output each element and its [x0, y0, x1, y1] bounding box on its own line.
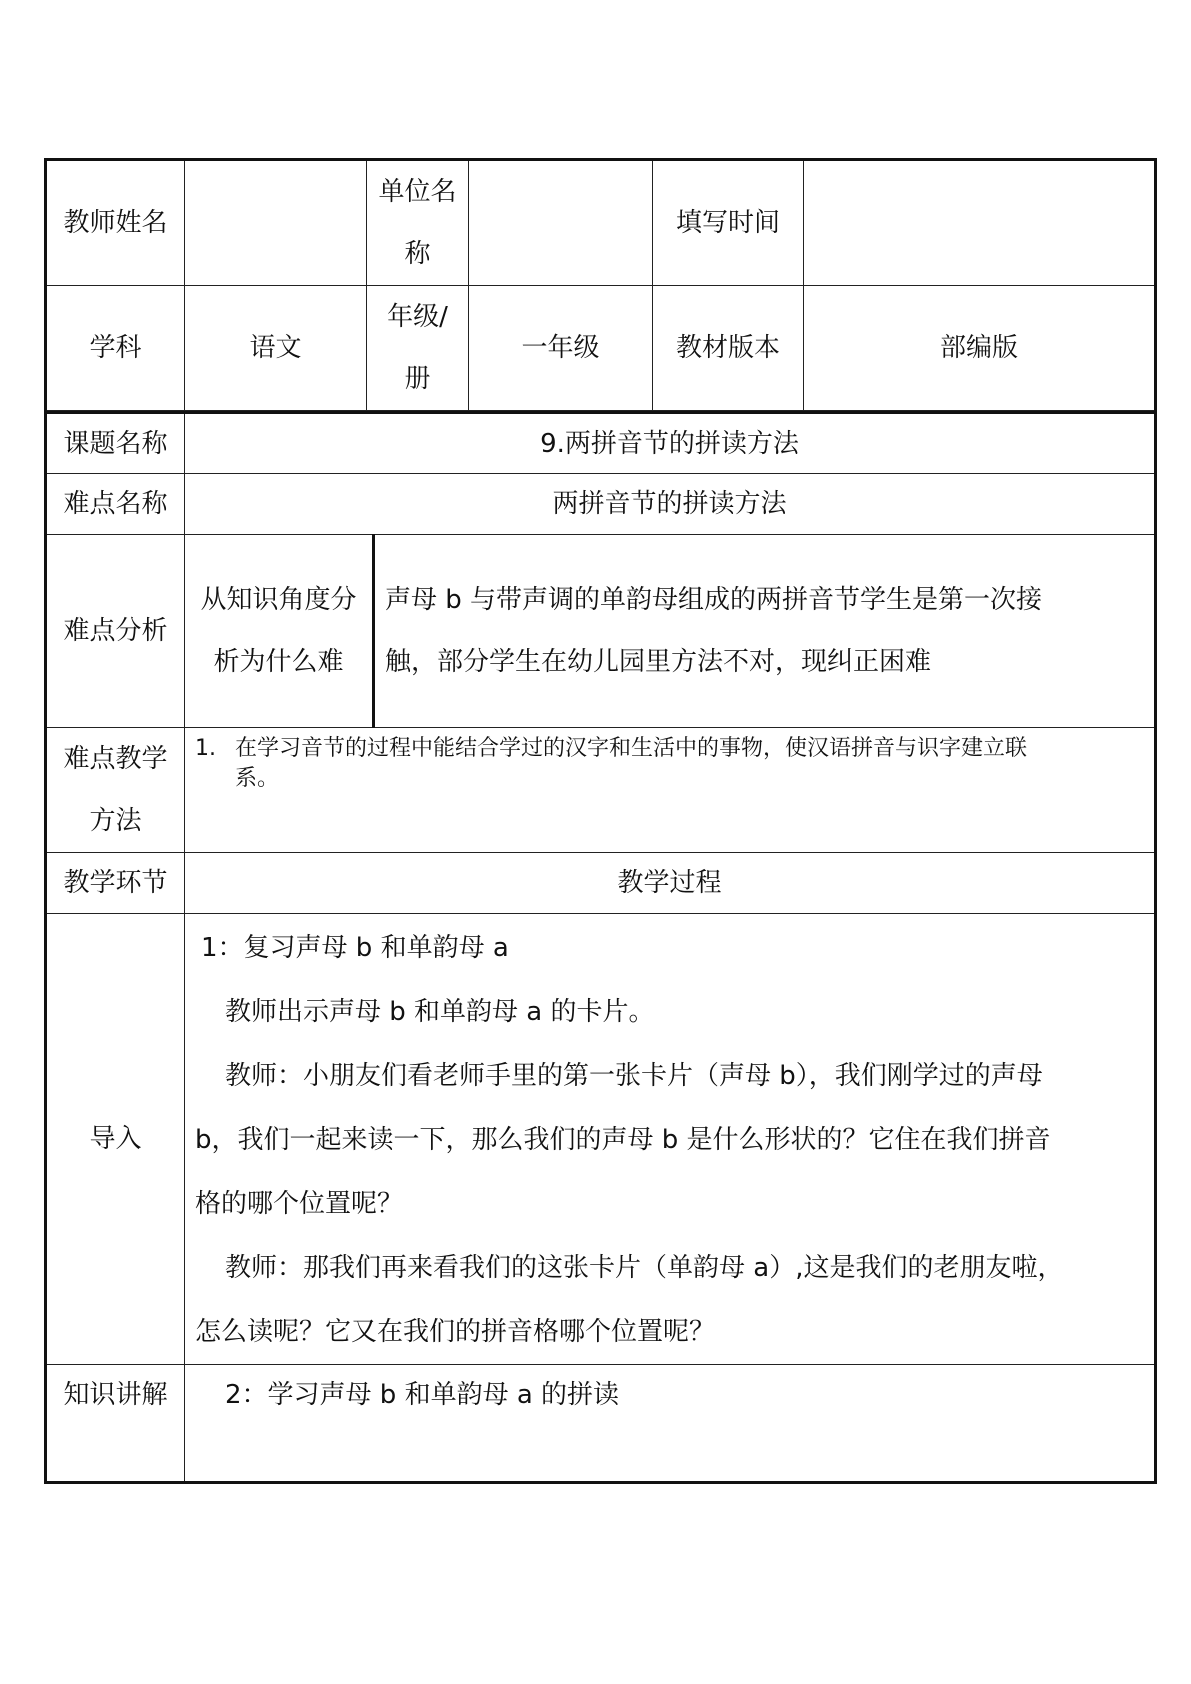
- intro-line: 教师出示声母 b 和单韵母 a 的卡片。: [225, 997, 655, 1027]
- grade-label-line-2: 册: [404, 364, 431, 394]
- method-label-line-2: 方法: [89, 806, 142, 836]
- analysis-sub-label: [185, 535, 374, 728]
- intro-line: b，我们一起来读一下，那么我们的声母 b 是什么形状的？它住在我们拼音: [195, 1125, 1051, 1155]
- unit-name-label-line-1: 单位名: [378, 177, 457, 207]
- process-header-label: 教学环节: [46, 853, 185, 914]
- analysis-text-line-1: 声母 b 与带声调的单韵母组成的两拼音节学生是第一次接: [385, 585, 1043, 615]
- method-label: [46, 728, 185, 853]
- fill-date-value[interactable]: [804, 160, 1156, 286]
- intro-line: 教师：小朋友们看老师手里的第一张卡片（声母 b），我们刚学过的声母: [225, 1061, 1043, 1091]
- method-content: [185, 728, 1156, 853]
- intro-content: [185, 914, 1156, 1365]
- intro-line: 1：复习声母 b 和单韵母 a: [201, 933, 509, 963]
- intro-line: 格的哪个位置呢？: [195, 1189, 404, 1219]
- edition-value: 部编版: [804, 286, 1156, 411]
- teacher-name-value[interactable]: [185, 160, 367, 286]
- knowledge-content: [185, 1365, 1156, 1483]
- grade-value: 一年级: [469, 286, 653, 411]
- topic-value: 9.两拼音节的拼读方法: [185, 413, 1156, 474]
- analysis-sub-label-line-1: 从知识角度分: [200, 585, 357, 615]
- edition-label: 教材版本: [653, 286, 804, 411]
- method-item-text-line-2: 系。: [235, 766, 280, 791]
- unit-name-label: [367, 160, 469, 286]
- analysis-label: 难点分析: [46, 535, 185, 728]
- teacher-name-label: 教师姓名: [46, 160, 185, 286]
- lesson-plan-sheet: [44, 158, 1154, 1484]
- info-table: [44, 158, 1157, 411]
- grade-label: [367, 286, 469, 411]
- grade-label-line-1: 年级/: [387, 302, 448, 332]
- knowledge-label: 知识讲解: [46, 1365, 185, 1483]
- analysis-sub-label-line-2: 析为什么难: [213, 647, 344, 677]
- topic-label: 课题名称: [46, 413, 185, 474]
- fill-date-label: 填写时间: [653, 160, 804, 286]
- unit-name-value[interactable]: [469, 160, 653, 286]
- subject-value: 语文: [185, 286, 367, 411]
- intro-line: 怎么读呢？它又在我们的拼音格哪个位置呢？: [195, 1317, 716, 1347]
- process-header-value: 教学过程: [185, 853, 1156, 914]
- intro-label: 导入: [46, 914, 185, 1365]
- method-item: [195, 734, 1148, 764]
- method-item-number: 1.: [195, 736, 216, 761]
- body-table: [44, 411, 1157, 1484]
- analysis-text: [374, 535, 1156, 728]
- subject-label: 学科: [46, 286, 185, 411]
- difficulty-value: 两拼音节的拼读方法: [185, 474, 1156, 535]
- intro-line: 教师：那我们再来看我们的这张卡片（单韵母 a）,这是我们的老朋友啦，: [225, 1253, 1064, 1283]
- unit-name-label-line-2: 称: [404, 239, 431, 269]
- difficulty-label: 难点名称: [46, 474, 185, 535]
- analysis-text-line-2: 触，部分学生在幼儿园里方法不对，现纠正困难: [385, 647, 932, 677]
- method-label-line-1: 难点教学: [63, 744, 168, 774]
- method-item-text-line-1: 在学习音节的过程中能结合学过的汉字和生活中的事物，使汉语拼音与识字建立联: [235, 736, 1028, 761]
- knowledge-line: 2：学习声母 b 和单韵母 a 的拼读: [225, 1380, 620, 1410]
